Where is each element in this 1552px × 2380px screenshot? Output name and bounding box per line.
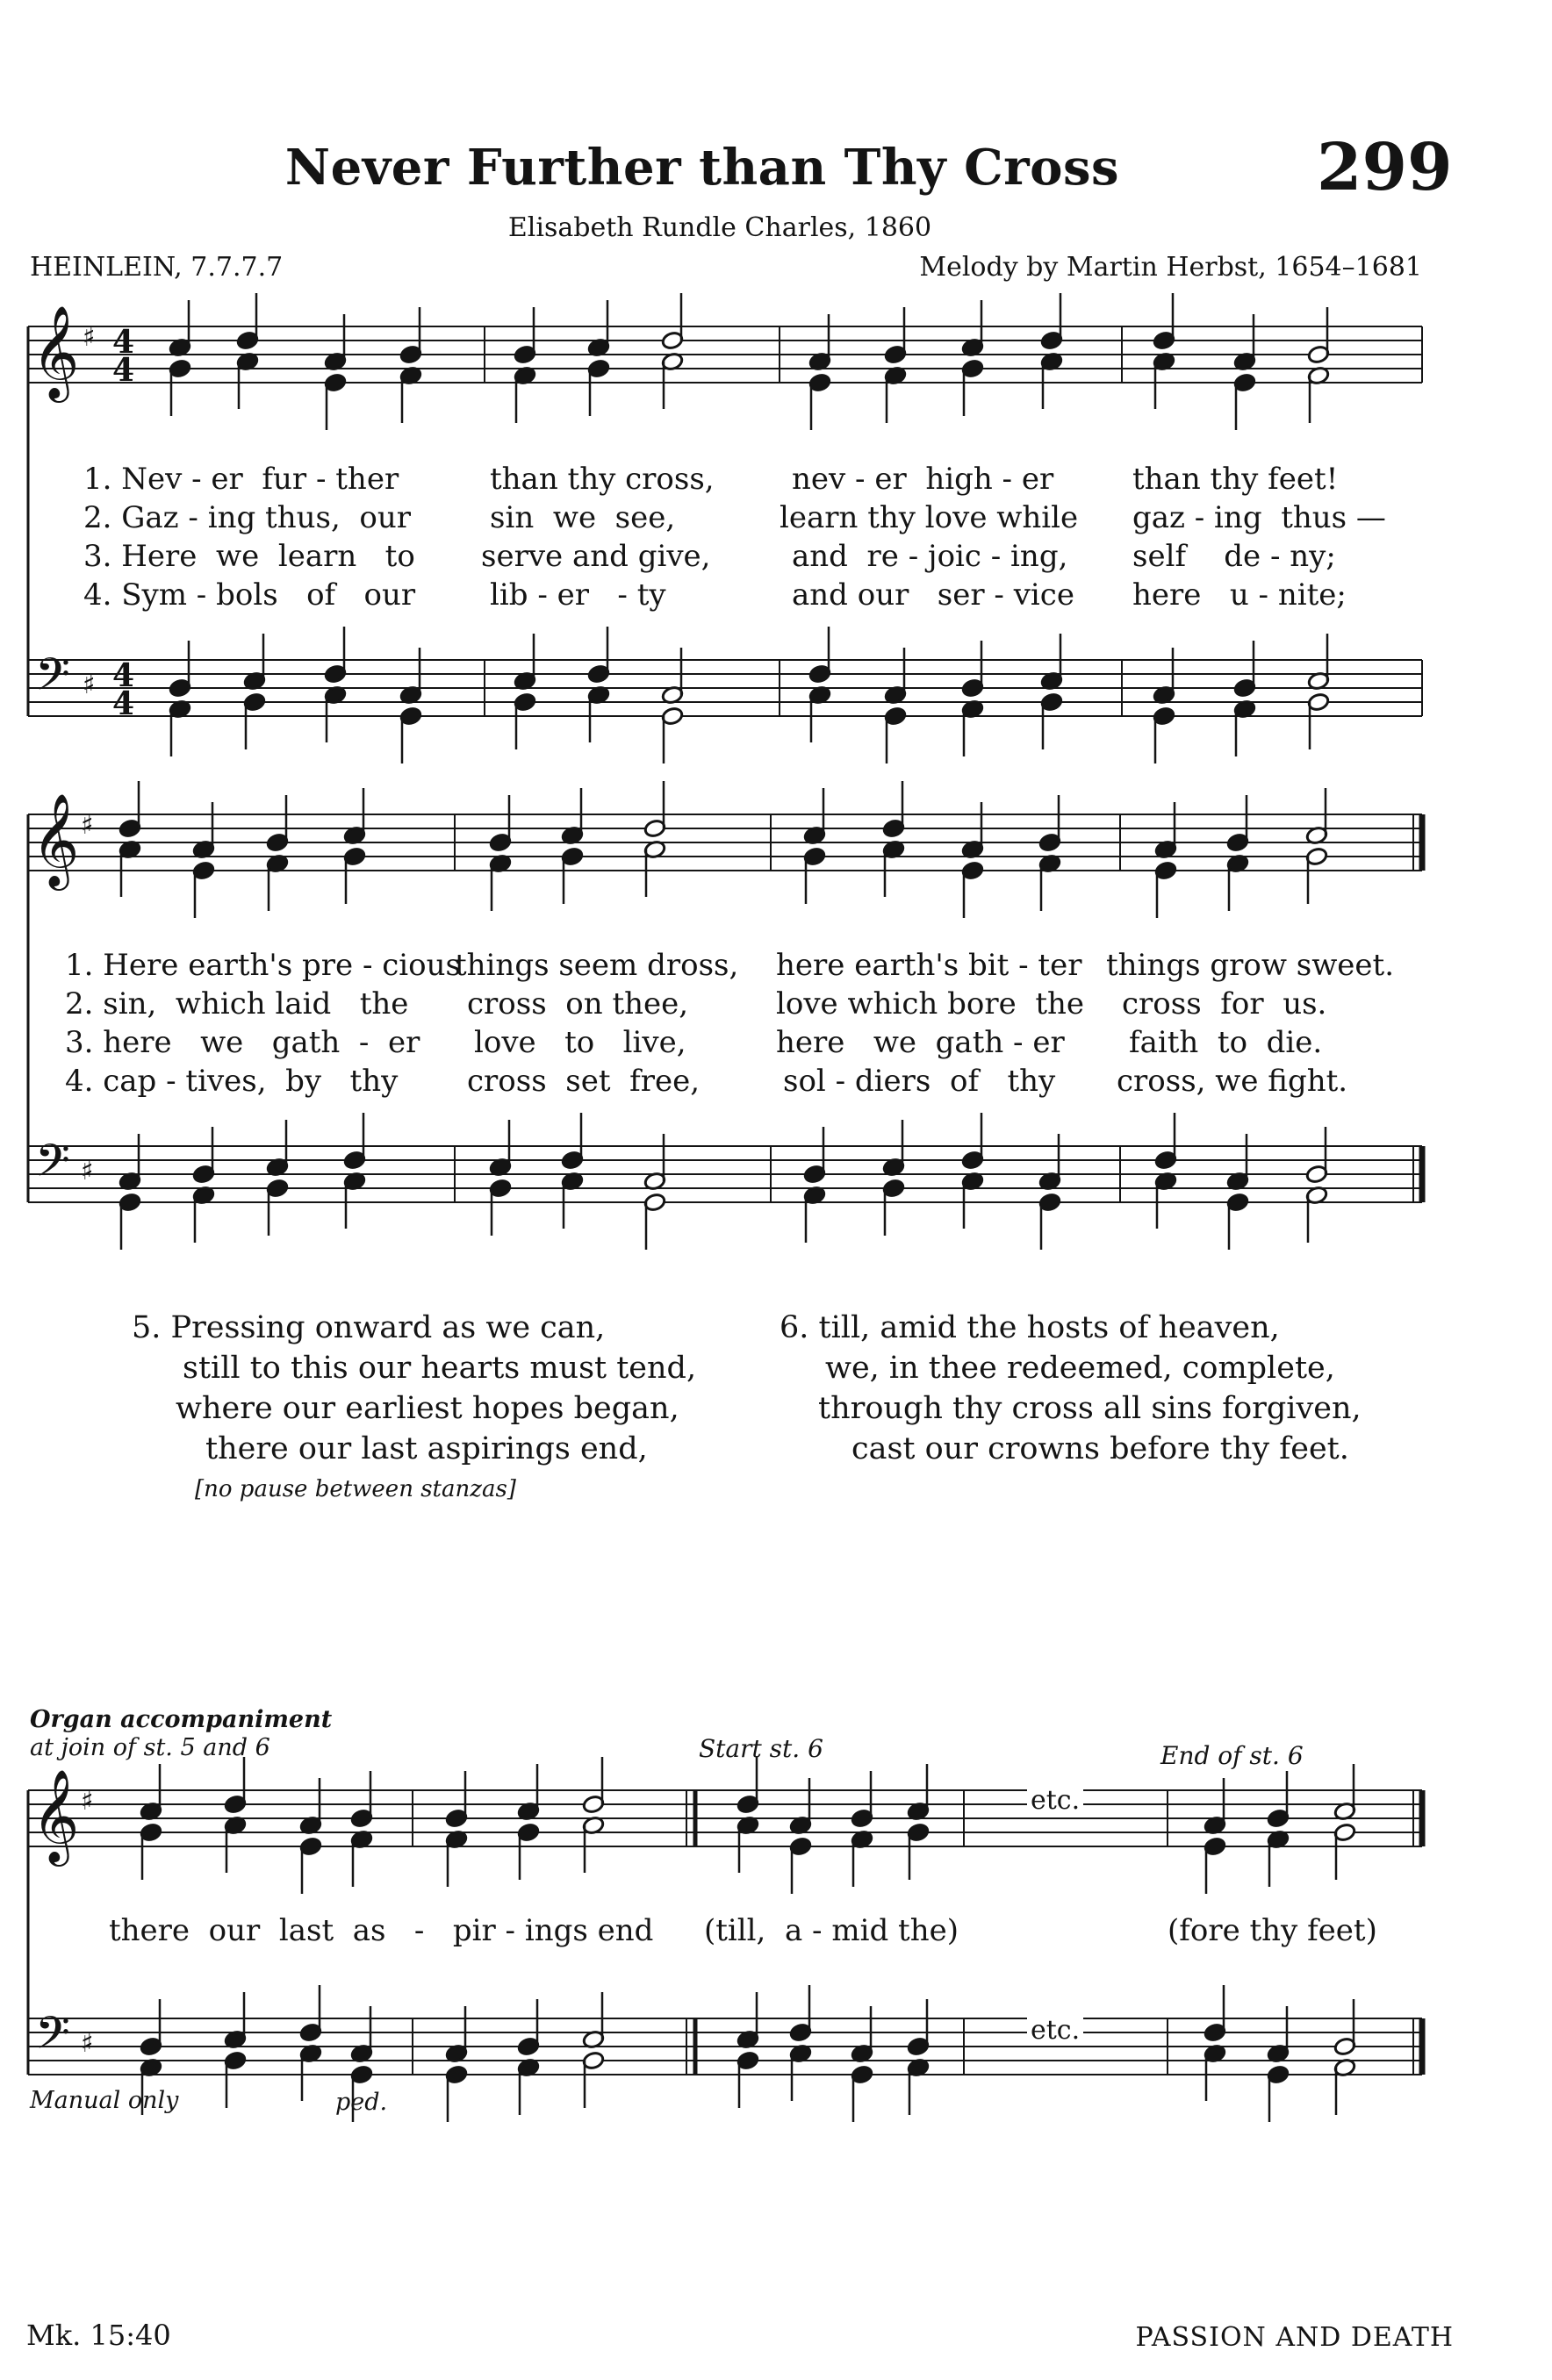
stanza-5 <box>132 1308 696 1469</box>
lyric-v2-m7: love which bore the <box>776 986 1085 1022</box>
bass-clef-icon: 𝄢 <box>35 1134 70 1198</box>
organ-lyric-1: there our last as - pir - ings end <box>109 1913 654 1948</box>
lyric-v3-m6: love to live, <box>474 1025 686 1060</box>
bass-clef-icon: 𝄢 <box>35 648 70 712</box>
hymn-title: Never Further than Thy Cross <box>284 139 1120 197</box>
key-signature-sharp-icon: ♯ <box>83 322 96 353</box>
treble-clef-icon: 𝄞 <box>32 305 80 398</box>
section-heading: PASSION AND DEATH <box>1135 2322 1454 2353</box>
key-signature-sharp-icon: ♯ <box>81 1156 94 1186</box>
organ-lyric-2: (till, a - mid the) <box>704 1913 959 1948</box>
lyric-v4-m6: cross set free, <box>467 1064 701 1099</box>
stanza-6-line: we, in thee redeemed, complete, <box>825 1351 1335 1386</box>
lyric-v3-m3: and re - joic - ing, <box>792 539 1068 574</box>
start-stanza-label: Start st. 6 <box>699 1734 823 1763</box>
hymn-number: 299 <box>1317 130 1453 205</box>
lyric-v2-m4: gaz - ing thus — <box>1132 500 1386 535</box>
scripture-reference: Mk. 15:40 <box>26 2319 171 2352</box>
lyric-v3-m2: serve and give, <box>481 539 711 574</box>
lyric-v1-m4: than thy feet! <box>1132 462 1339 497</box>
lyric-v2-m3: learn thy love while <box>780 500 1079 535</box>
stanza-5-line: still to this our hearts must tend, <box>183 1351 697 1386</box>
key-signature-sharp-icon: ♯ <box>81 810 94 841</box>
bass-clef-icon: 𝄢 <box>35 2006 70 2070</box>
manual-only-label: Manual only <box>30 2087 179 2114</box>
lyric-v3-m1: 3. Here we learn to <box>83 539 415 574</box>
lyric-v3-m7: here we gath - er <box>776 1025 1065 1060</box>
pedal-label: ped. <box>335 2089 388 2116</box>
etc-label-bass: etc. <box>1027 2015 1083 2046</box>
lyric-v2-m6: cross on thee, <box>467 986 689 1022</box>
lyric-v2-m5: 2. sin, which laid the <box>65 986 409 1022</box>
lyric-v4-m5: 4. cap - tives, by thy <box>65 1064 399 1099</box>
treble-clef-icon: 𝄞 <box>32 1768 80 1862</box>
lyric-v1-m7: here earth's bit - ter <box>776 948 1082 983</box>
key-signature-sharp-icon: ♯ <box>81 2028 94 2059</box>
lyric-v1-m2: than thy cross, <box>490 462 715 497</box>
lyric-v4-m3: and our ser - vice <box>792 577 1074 613</box>
tune-name: HEINLEIN, 7.7.7.7 <box>30 252 284 283</box>
stanza-6-line: 6. till, amid the hosts of heaven, <box>780 1310 1280 1345</box>
stanza-6-line: through thy cross all sins forgiven, <box>818 1391 1362 1426</box>
stanza-5-line: there our last aspirings end, <box>205 1431 648 1466</box>
lyric-v2-m2: sin we see, <box>490 500 676 535</box>
lyric-v3-m4: self de - ny; <box>1132 539 1336 574</box>
end-stanza-label: End of st. 6 <box>1160 1741 1304 1770</box>
lyric-v1-m1: 1. Nev - er fur - ther <box>83 462 399 497</box>
lyric-v1-m5: 1. Here earth's pre - cious <box>65 948 461 983</box>
etc-label-treble: etc. <box>1027 1785 1083 1816</box>
organ-heading-sub: at join of st. 5 and 6 <box>30 1734 270 1761</box>
lyric-v4-m2: lib - er - ty <box>490 577 666 613</box>
lyric-v1-m8: things grow sweet. <box>1106 948 1395 983</box>
key-signature-sharp-icon: ♯ <box>81 1786 94 1817</box>
time-signature: 4 <box>112 685 135 722</box>
key-signature-sharp-icon: ♯ <box>83 670 96 700</box>
time-signature: 4 <box>112 352 135 389</box>
organ-heading: Organ accompaniment <box>30 1706 333 1733</box>
time-signature: 4 <box>112 657 135 694</box>
organ-lyric-3: (fore thy feet) <box>1168 1913 1377 1948</box>
lyric-v1-m6: things seem dross, <box>455 948 739 983</box>
stanza-6 <box>780 1308 1362 1469</box>
lyric-v1-m3: nev - er high - er <box>792 462 1054 497</box>
treble-clef-icon: 𝄞 <box>32 792 80 886</box>
stanza-5-line: where our earliest hopes began, <box>176 1391 679 1426</box>
lyric-v3-m8: faith to die. <box>1129 1025 1323 1060</box>
time-signature: 4 <box>112 324 135 361</box>
stanza-5-line: 5. Pressing onward as we can, <box>132 1310 606 1345</box>
lyric-v3-m5: 3. here we gath - er <box>65 1025 420 1060</box>
lyric-v2-m1: 2. Gaz - ing thus, our <box>83 500 411 535</box>
lyric-v4-m7: sol - diers of thy <box>783 1064 1056 1099</box>
lyric-v2-m8: cross for us. <box>1122 986 1327 1022</box>
melody-credit: Melody by Martin Herbst, 1654–1681 <box>919 252 1422 283</box>
lyric-v4-m8: cross, we fight. <box>1117 1064 1348 1099</box>
lyric-v4-m1: 4. Sym - bols of our <box>83 577 416 613</box>
lyric-v4-m4: here u - nite; <box>1132 577 1347 613</box>
stanza-6-line: cast our crowns before thy feet. <box>851 1431 1349 1466</box>
text-author: Elisabeth Rundle Charles, 1860 <box>507 212 932 243</box>
no-pause-note: [no pause between stanzas] <box>195 1476 516 1502</box>
